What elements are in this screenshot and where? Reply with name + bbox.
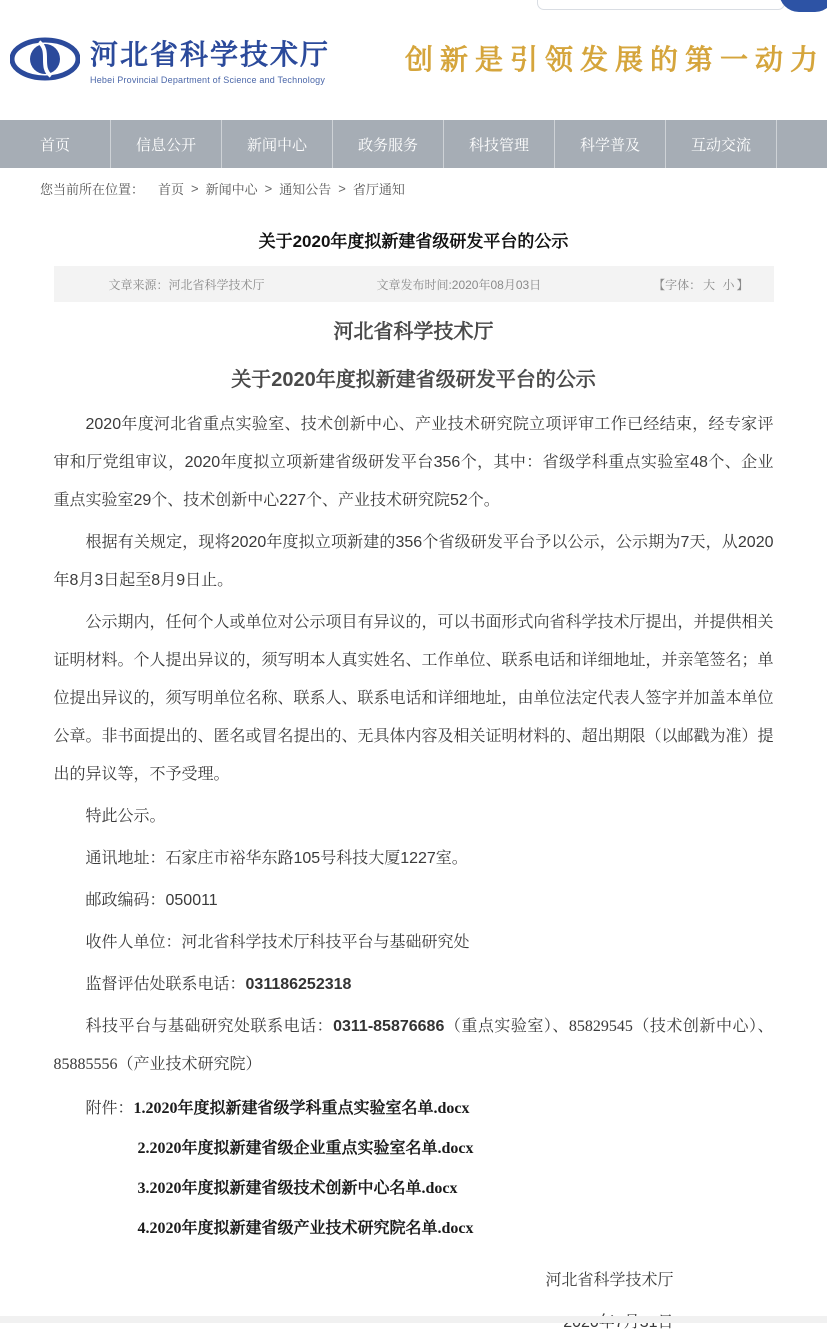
article-body [54,406,774,1084]
nav-item-gov-services[interactable]: 政务服务 [333,120,444,168]
breadcrumb-separator: > [264,180,273,196]
signature-org: 河北省科学技术厅 [545,1272,674,1289]
font-size-small-button[interactable]: 小 [722,277,735,292]
nav-item-tech-management[interactable]: 科技管理 [444,120,555,168]
font-size-controls [653,276,748,293]
site-name-en: Hebei Provincial Department of Science and Technology [90,75,326,85]
breadcrumb-link-dept-notices[interactable]: 省厅通知 [352,181,405,197]
site-logo[interactable] [10,30,330,93]
attachment-row [54,1170,774,1208]
paragraph-supervision-phone [54,966,774,1004]
document-org-heading: 河北省科学技术厅 [333,321,494,343]
platform-phone-number-1: 0311-85876686 [333,1018,445,1035]
page-bottom-strip [0,1316,827,1323]
nav-item-news-center[interactable]: 新闻中心 [222,120,333,168]
article-meta-bar [54,266,774,302]
site-slogan: 创新是引领发展的第一动力 [404,44,825,75]
article-source: 文章来源：河北省科学技术厅 [108,277,265,292]
search-button[interactable] [779,0,827,12]
platform-phone-label: 科技平台与基础研究处联系电话： [85,1018,334,1035]
paragraph-recipient-unit: 收件人单位：河北省科学技术厅科技平台与基础研究处 [85,934,470,951]
page-title: 关于2020年度拟新建省级研发平台的公示 [258,232,569,251]
attachment-row [54,1090,774,1128]
paragraph-publicity-period: 根据有关规定，现将2020年度拟立项新建的356个省级研发平台予以公示，公示期为7天，从2020年8月3日起至8月9日止。 [53,534,774,589]
breadcrumb-prefix: 您当前所在位置： [40,181,145,197]
search-input[interactable] [537,0,785,10]
paragraph-summary: 2020年度河北省重点实验室、技术创新中心、产业技术研究院立项评审工作已经结束，经专家评审和厅党组审议，2020年度拟立项新建省级研发平台356个，其中：省级学科重点实验室48个、企业重点实验室29个、技术创新中心227个、产业技术研究院52个。 [53,416,774,509]
paragraph-hereby: 特此公示。 [85,808,166,825]
site-header [0,0,827,120]
breadcrumb-link-news-center[interactable]: 新闻中心 [205,181,258,197]
article-publish-time: 文章发布时间:2020年08月03日 [376,277,542,292]
attachments-section [54,1090,774,1248]
supervision-phone-label: 监督评估处联系电话： [85,976,246,993]
nav-item-home[interactable]: 首页 [0,120,111,168]
nav-item-interaction[interactable]: 互动交流 [666,120,777,168]
signature-block [54,1262,774,1342]
attachment-link-2[interactable]: 2.2020年度拟新建省级企业重点实验室名单.docx [137,1140,474,1157]
breadcrumb [0,168,827,208]
platform-phone-note-3: （产业技术研究院） [117,1056,262,1073]
signature-date [54,1304,674,1342]
supervision-phone-number: 031186252318 [245,976,352,993]
nav-item-science-popularization[interactable]: 科学普及 [555,120,666,168]
platform-phone-note-2: （技术创新中心）、 [632,1018,774,1035]
article [54,208,774,1342]
font-size-large-button[interactable]: 大 [703,277,716,292]
attachment-link-1[interactable]: 1.2020年度拟新建省级学科重点实验室名单.docx [133,1100,470,1117]
paragraph-objection-rules: 公示期内，任何个人或单位对公示项目有异议的，可以书面形式向省科学技术厅提出，并提供相关证明材料。个人提出异议的，须写明本人真实姓名、工作单位、联系电话和详细地址，并亲笔签名；单位提出异议的，须写明单位名称、联系人、联系电话和详细地址，由单位法定代表人签字并加盖本单位公章。非书面提出的、匿名或冒名提出的、无具体内容及相关证明材料的、超出期限（以邮戳为准）提出的异议等，不予受理。 [53,614,774,783]
site-name: 河北省科学技术厅 [90,39,331,70]
font-controls-prefix: 【字体： [653,277,702,292]
paragraph-platform-phones [54,1008,774,1084]
attachment-link-3[interactable]: 3.2020年度拟新建省级技术创新中心名单.docx [137,1180,458,1197]
paragraph-mailing-address: 通讯地址：石家庄市裕华东路105号科技大厦1227室。 [85,850,468,867]
attachment-row [54,1130,774,1168]
platform-phone-note-1: （重点实验室）、 [444,1018,569,1035]
platform-phone-number-2: 85829545 [568,1018,633,1035]
breadcrumb-link-notices[interactable]: 通知公告 [279,181,332,197]
breadcrumb-link-home[interactable]: 首页 [158,181,185,197]
font-controls-suffix: 】 [736,277,749,292]
nav-item-info-disclosure[interactable]: 信息公开 [111,120,222,168]
attachment-link-4[interactable]: 4.2020年度拟新建省级产业技术研究院名单.docx [137,1220,474,1237]
attachments-label: 附件： [85,1100,134,1117]
logo-icon [10,30,80,93]
paragraph-postal-code: 邮政编码：050011 [85,892,218,909]
breadcrumb-separator: > [191,180,199,196]
attachment-row [54,1210,774,1248]
platform-phone-number-3: 85885556 [53,1056,118,1073]
main-nav [0,120,827,168]
breadcrumb-separator: > [338,180,346,196]
document-title-heading: 关于2020年度拟新建省级研发平台的公示 [231,369,596,391]
